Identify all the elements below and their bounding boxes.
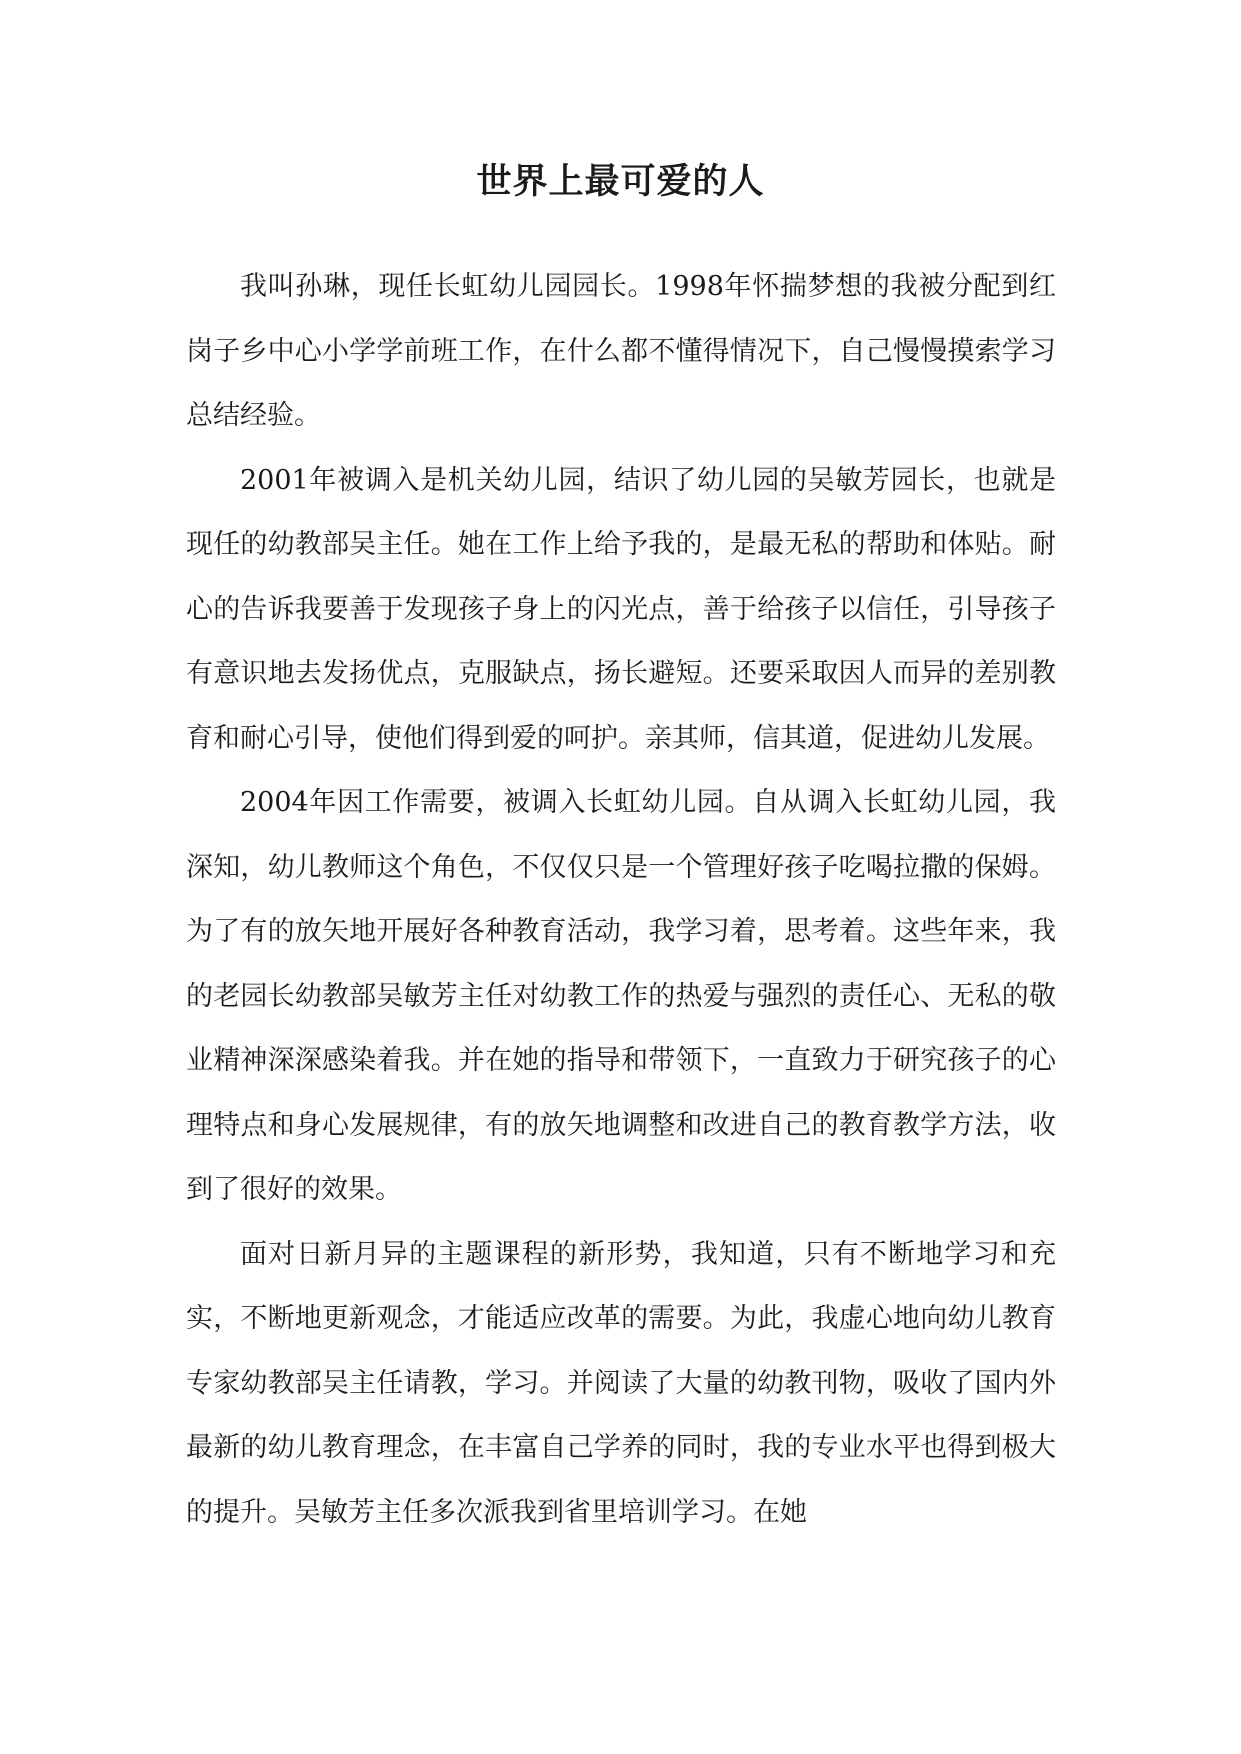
paragraph-4: 面对日新月异的主题课程的新形势，我知道，只有不断地学习和充实，不断地更新观念，才能适应改革的需要。为此，我虚心地向幼儿教育专家幼教部吴主任请教，学习。并阅读了大量的幼教刊物，吸收了国内外最新的幼儿教育理念，在丰富自己学养的同时，我的专业水平也得到极大的提升。吴敏芳主任多次派我到省里培训学习。在她 (186, 1238, 1056, 1528)
document-body (186, 255, 1056, 1545)
paragraph-3: 2004年因工作需要，被调入长虹幼儿园。自从调入长虹幼儿园，我深知，幼儿教师这个角色，不仅仅只是一个管理好孩子吃喝拉撒的保姆。为了有的放矢地开展好各种教育活动，我学习着，思考着。这些年来，我的老园长幼教部吴敏芳主任对幼教工作的热爱与强烈的责任心、无私的敬业精神深深感染着我。并在她的指导和带领下，一直致力于研究孩子的心理特点和身心发展规律，有的放矢地调整和改进自己的教育教学方法，收到了很好的效果。 (186, 787, 1056, 1205)
paragraph-1: 我叫孙琳，现任长虹幼儿园园长。1998年怀揣梦想的我被分配到红岗子乡中心小学学前班工作，在什么都不懂得情况下，自己慢慢摸索学习总结经验。 (186, 271, 1056, 431)
document-title: 世界上最可爱的人 (476, 161, 765, 202)
paragraph-2: 2001年被调入是机关幼儿园，结识了幼儿园的吴敏芳园长，也就是现任的幼教部吴主任。她在工作上给予我的，是最无私的帮助和体贴。耐心的告诉我要善于发现孩子身上的闪光点，善于给孩子以信任，引导孩子有意识地去发扬优点，克服缺点，扬长避短。还要采取因人而异的差别教育和耐心引导，使他们得到爱的呵护。亲其师，信其道，促进幼儿发展。 (186, 464, 1056, 754)
